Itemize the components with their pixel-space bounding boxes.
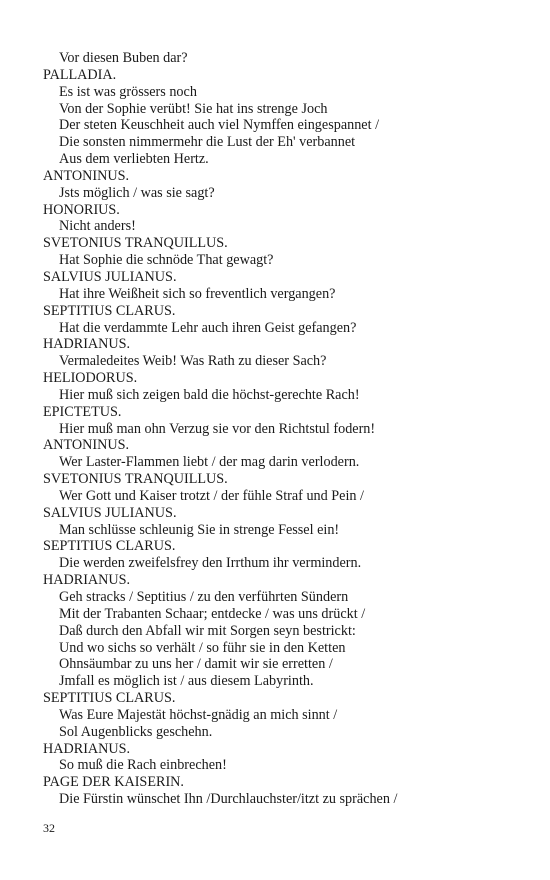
speaker-name: SVETONIUS TRANQUILLUS. [43,471,228,488]
speaker-name: HONORIUS. [43,201,120,218]
verse-line: Hier muß man ohn Verzug sie vor den Richtstul fodern! [59,420,376,437]
speaker-name: ANTONINUS. [43,167,130,184]
verse-line: Jmfall es möglich ist / aus diesem Labyrinth. [59,673,314,690]
verse-line: Daß durch den Abfall wir mit Sorgen seyn bestrickt: [59,622,356,639]
verse-line: Mit der Trabanten Schaar; entdecke / was uns drückt / [59,605,366,622]
speaker-name: HADRIANUS. [43,572,131,589]
verse-line: Die werden zweifelsfrey den Irrthum ihr vermindern. [59,555,362,572]
verse-line: Geh stracks / Septitius / zu den verführten Sündern [59,589,349,605]
speaker-name: HADRIANUS. [43,336,131,353]
speaker-name: EPICTETUS. [43,403,122,420]
verse-line: So muß die Rach einbrechen! [59,757,227,774]
verse-line: Vermaledeites Weib! Was Rath zu dieser Sach? [59,353,327,370]
verse-line: Hat Sophie die schnöde That gewagt? [59,252,274,269]
speaker-name: SEPTITIUS CLARUS. [43,690,176,707]
verse-line: Wer Gott und Kaiser trotzt / der fühle Straf und Pein / [59,487,364,504]
verse-line: Was Eure Majestät höchst-gnädig an mich sinnt / [59,706,338,723]
speaker-name: SVETONIUS TRANQUILLUS. [43,235,228,252]
speaker-name: PALLADIA. [43,66,117,83]
verse-line: Nicht anders! [59,218,136,235]
verse-line: Man schlüsse schleunig Sie in strenge Fessel ein! [59,521,340,538]
speaker-name: HELIODORUS. [43,370,138,387]
speaker-name: SEPTITIUS CLARUS. [43,538,176,555]
play-text [43,50,513,808]
verse-line: Es ist was grössers noch [59,83,197,100]
verse-line: Ohnsäumbar zu uns her / damit wir sie erretten / [59,656,333,673]
verse-line: Aus dem verliebten Hertz. [59,151,209,168]
speaker-name: SALVIUS JULIANUS. [43,268,177,285]
verse-line: Jsts möglich / was sie sagt? [59,184,215,201]
speaker-name: HADRIANUS. [43,740,131,757]
verse-line: Hat ihre Weißheit sich so freventlich vergangen? [59,285,336,302]
verse-line: Vor diesen Buben dar? [59,50,188,66]
verse-line: Von der Sophie verübt! Sie hat ins strenge Joch [59,100,328,117]
verse-line: Wer Laster-Flammen liebt / der mag darin verlodern. [59,454,360,471]
verse-line: Die Fürstin wünschet Ihn /Durchlauchster/itzt zu sprächen / [59,791,398,808]
speaker-name: SEPTITIUS CLARUS. [43,302,176,319]
speaker-name: ANTONINUS. [43,437,130,454]
verse-line: Sol Augenblicks geschehn. [59,723,213,740]
verse-line: Die sonsten nimmermehr die Lust der Eh' verbannet [59,134,356,151]
verse-line: Hat die verdammte Lehr auch ihren Geist gefangen? [59,319,357,336]
verse-line: Der steten Keuschheit auch viel Nymffen eingespannet / [59,117,380,134]
speaker-name: SALVIUS JULIANUS. [43,504,177,521]
verse-line: Hier muß sich zeigen bald die höchst-gerechte Rach! [59,386,360,403]
verse-line: Und wo sichs so verhält / so führ sie in den Ketten [59,639,346,656]
page-number: 32 [43,821,55,835]
speaker-name: PAGE DER KAISERIN. [43,774,184,791]
